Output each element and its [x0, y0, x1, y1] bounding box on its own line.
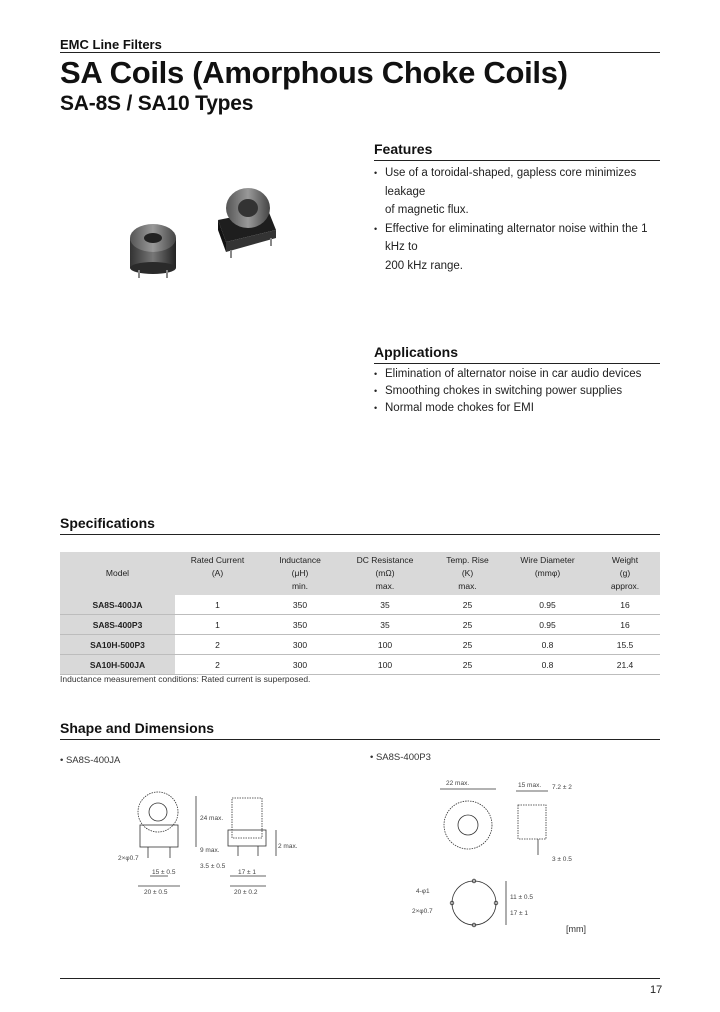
feature-item: • Use of a toroidal-shaped, gapless core minimizes leakage: [374, 167, 637, 198]
table-row: SA8S-400P3 1 350 35 25 0.95 16: [60, 615, 660, 635]
specifications-table: [60, 552, 660, 675]
left-dimension-drawing: [110, 790, 300, 900]
features-heading: Features: [374, 141, 433, 157]
coil-right-image: [218, 188, 276, 258]
col-temp-rise: Temp. Rise (K) max.: [430, 552, 505, 595]
coil-left-image: [130, 224, 176, 278]
feature-item-cont: of magnetic flux.: [385, 204, 469, 216]
dim-label: 22 max.: [446, 780, 470, 787]
col-wire-diameter: Wire Diameter (mmφ): [505, 552, 590, 595]
footer-divider: [60, 978, 660, 979]
header-divider: [60, 52, 660, 53]
dim-label: 20 ± 0.2: [234, 889, 258, 896]
measurement-note: Inductance measurement conditions: Rated current is superposed.: [60, 674, 311, 684]
applications-divider: [374, 363, 660, 364]
feature-item-cont: 200 kHz range.: [385, 259, 463, 272]
page-number: 17: [650, 984, 663, 996]
features-list: [374, 164, 664, 275]
dim-label: 11 ± 0.5: [510, 894, 533, 901]
dim-label: 2 max.: [278, 843, 298, 850]
unit-label: [mm]: [566, 924, 586, 934]
col-inductance: Inductance (μH) min.: [260, 552, 340, 595]
applications-heading: Applications: [374, 344, 459, 360]
dim-label: 3 ± 0.5: [552, 856, 572, 863]
specifications-heading: Specifications: [60, 515, 155, 531]
application-item: • Elimination of alternator noise in car audio devices: [374, 368, 642, 380]
page-subtitle: SA-8S / SA10 Types: [60, 92, 254, 115]
dim-label: 2×φ0.7: [118, 855, 139, 862]
table-row: SA8S-400JA 1 350 35 25 0.95 16: [60, 595, 660, 615]
dim-label: 24 max.: [200, 815, 224, 822]
application-item: • Smoothing chokes in switching power supplies: [374, 385, 623, 397]
dim-label: 7.2 ± 2: [552, 784, 572, 791]
col-model: Model: [60, 552, 175, 595]
dim-label: 9 max.: [200, 847, 220, 854]
dim-label: 20 ± 0.5: [144, 889, 168, 896]
dim-label: 2×φ0.7: [412, 908, 433, 915]
dim-label: 17 ± 1: [238, 869, 257, 876]
shape-heading: Shape and Dimensions: [60, 720, 215, 736]
dim-label: 4-φ1: [416, 888, 430, 895]
dim-label: 3.5 ± 0.5: [200, 863, 226, 870]
right-drawing-label: • SA8S-400P3: [370, 752, 431, 763]
dim-label: 15 ± 0.5: [152, 869, 176, 876]
applications-list: [374, 366, 664, 417]
table-row: SA10H-500P3 2 300 100 25 0.8 15.5: [60, 635, 660, 655]
specifications-divider: [60, 534, 660, 535]
features-divider: [374, 160, 660, 161]
feature-item: • Effective for eliminating alternator noise within the 1 kHz to: [374, 222, 648, 253]
col-rated-current: Rated Current (A): [175, 552, 260, 595]
table-header-row: [60, 552, 660, 595]
left-drawing-label: • SA8S-400JA: [60, 755, 121, 766]
right-dimension-drawing: [410, 775, 590, 945]
col-dc-resistance: DC Resistance (mΩ) max.: [340, 552, 430, 595]
application-item: • Normal mode chokes for EMI: [374, 402, 534, 414]
col-weight: Weight (g) approx.: [590, 552, 660, 595]
product-photo: [118, 180, 288, 290]
category-label: EMC Line Filters: [60, 37, 162, 52]
table-row: SA10H-500JA 2 300 100 25 0.8 21.4: [60, 655, 660, 675]
page-title: SA Coils (Amorphous Choke Coils): [60, 55, 568, 90]
dim-label: 17 ± 1: [510, 910, 529, 917]
dim-label: 15 max.: [518, 782, 542, 789]
shape-divider: [60, 739, 660, 740]
